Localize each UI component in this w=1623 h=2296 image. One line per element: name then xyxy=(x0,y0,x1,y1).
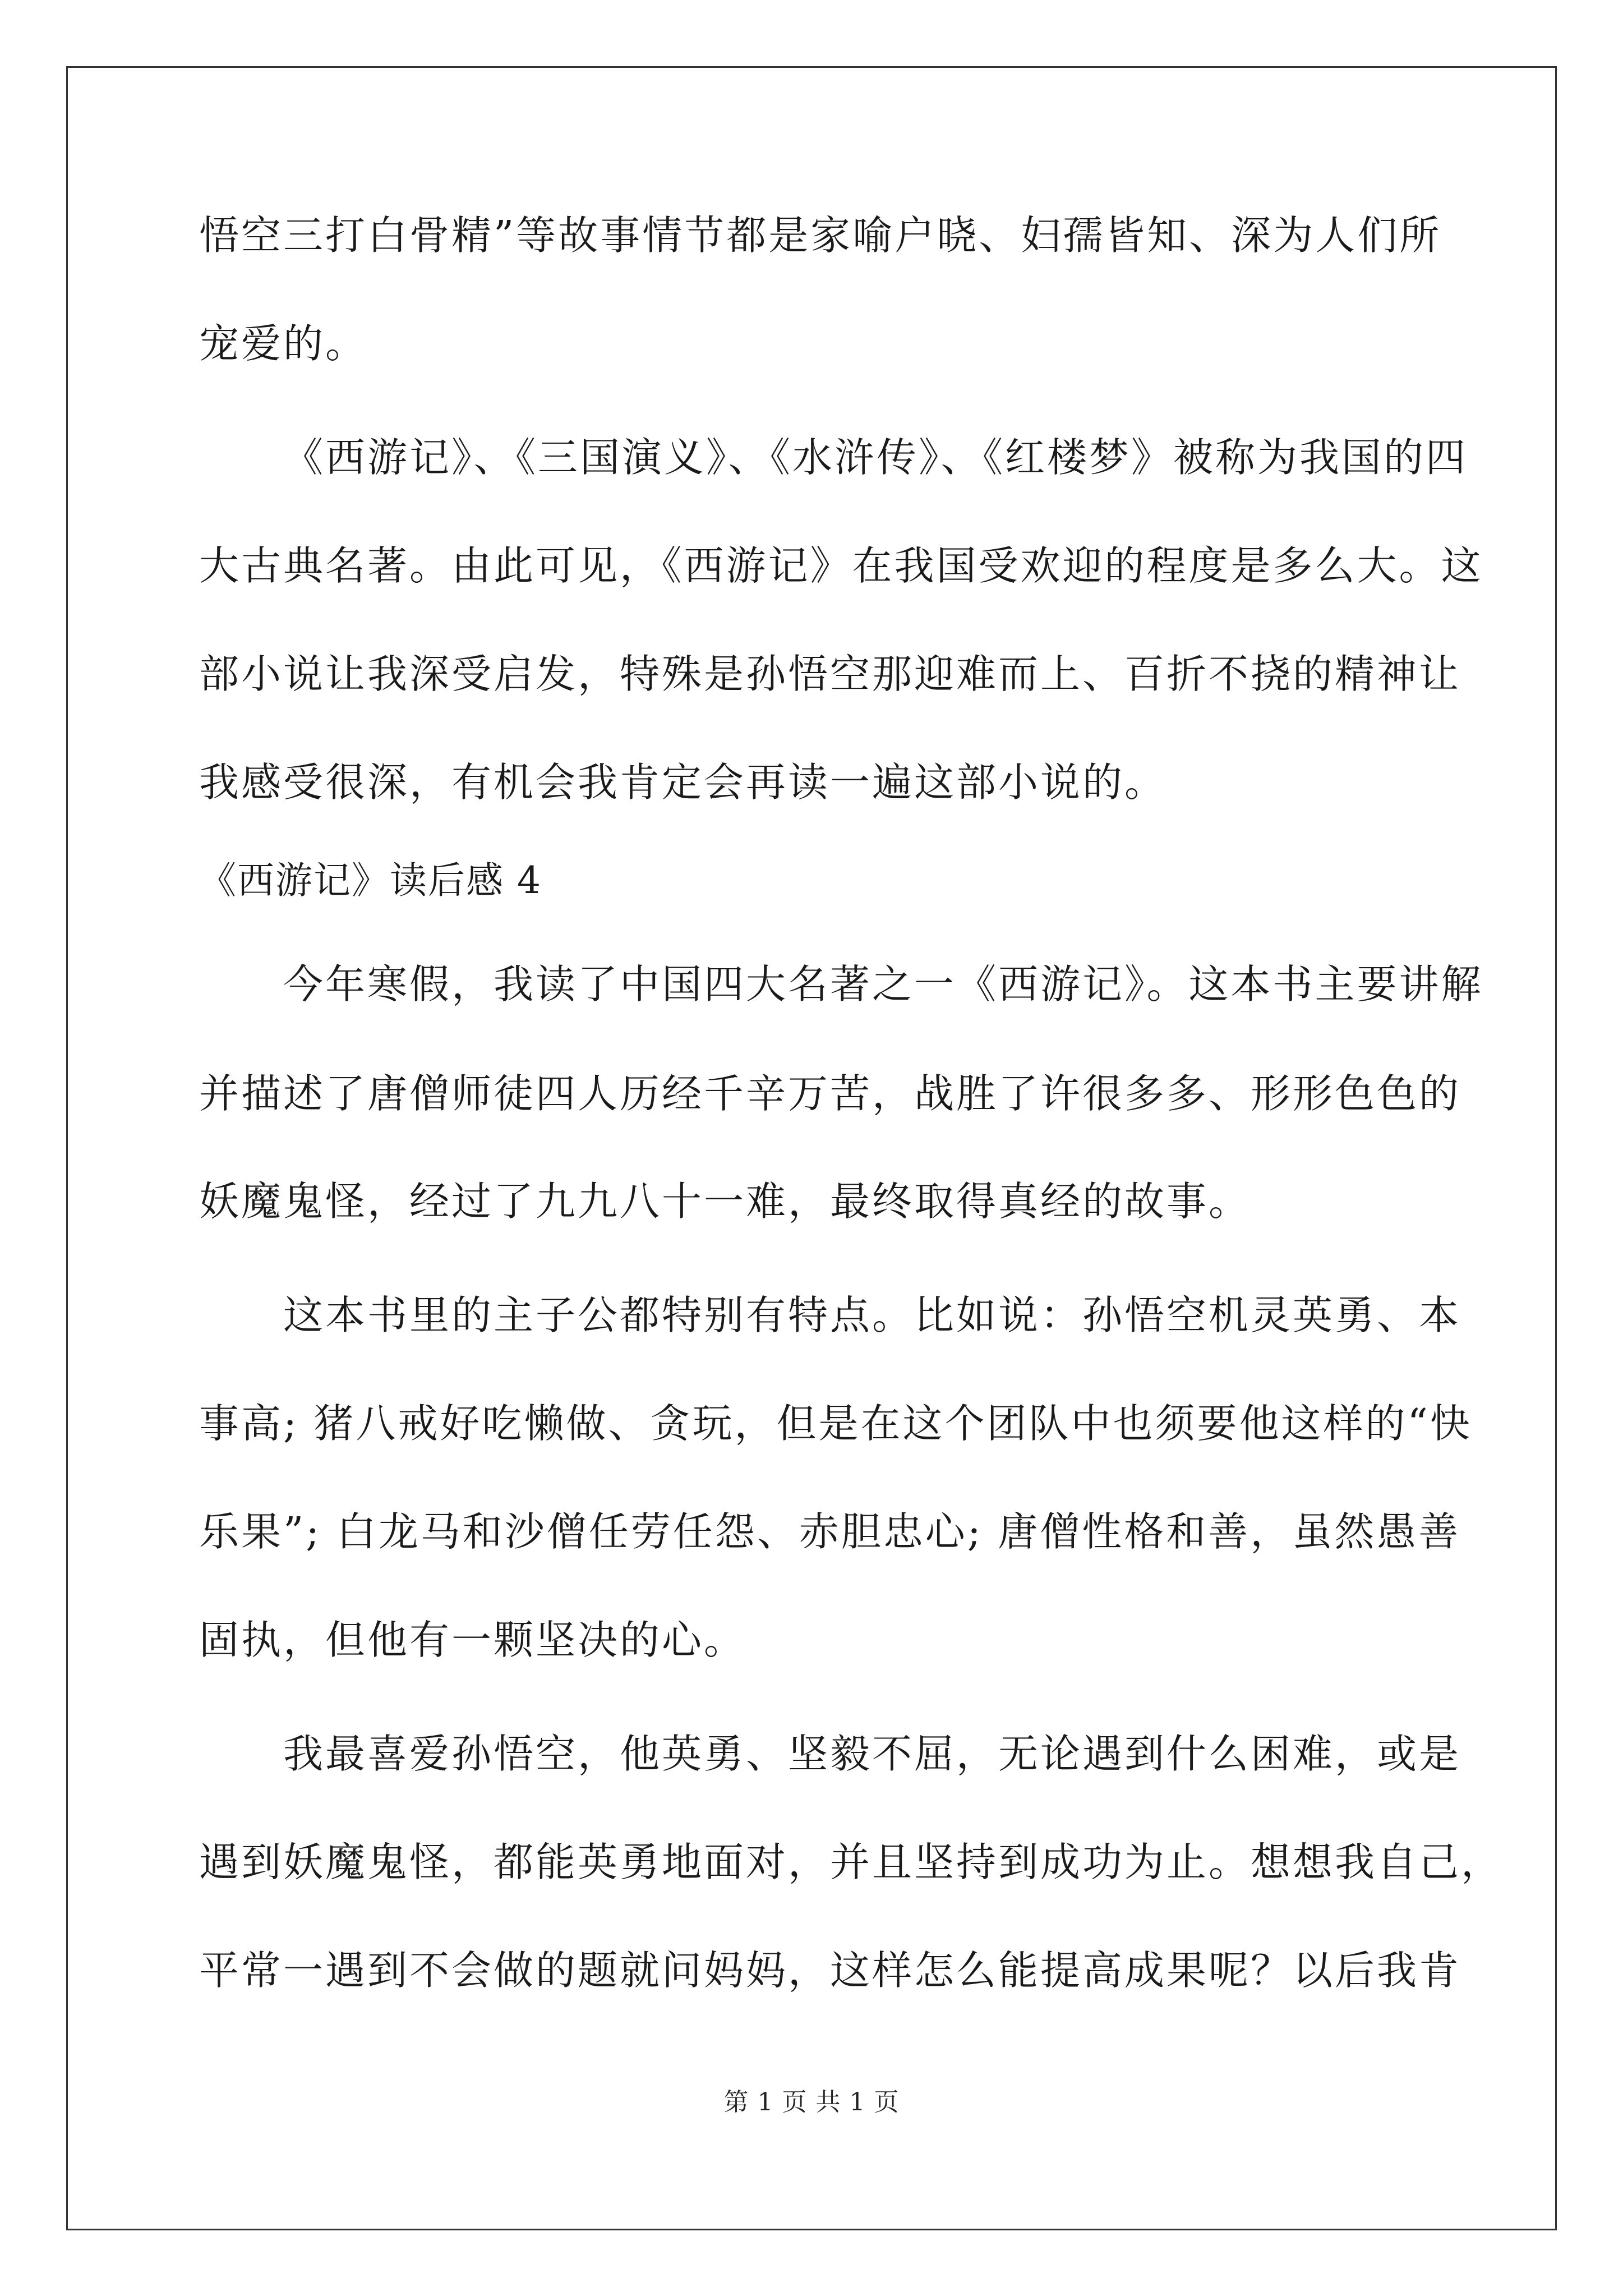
paragraph-line: 《西游记》、《三国演义》、《水浒传》、《红楼梦》被称为我国的四 xyxy=(283,434,1468,481)
section-heading: 《西游记》读后感 4 xyxy=(199,859,542,902)
paragraph-line: 平常一遇到不会做的题就问妈妈，这样怎么能提高成果呢？以后我肯 xyxy=(199,1947,1461,1994)
paragraph-line: 这本书里的主子公都特别有特点。比如说：孙悟空机灵英勇、本 xyxy=(283,1292,1461,1338)
paragraph-line: 我感受很深，有机会我肯定会再读一遍这部小说的。 xyxy=(199,759,1167,806)
paragraph-line: 妖魔鬼怪，经过了九九八十一难，最终取得真经的故事。 xyxy=(199,1178,1251,1225)
paragraph-line: 乐果”; 白龙马和沙僧任劳任怨、赤胆忠心; 唐僧性格和善，虽然愚善 xyxy=(199,1508,1461,1555)
paragraph-line: 今年寒假，我读了中国四大名著之一《西游记》。这本书主要讲解 xyxy=(283,961,1483,1007)
paragraph-line: 悟空三打白骨精”等故事情节都是家喻户晓、妇孺皆知、深为人们所 xyxy=(199,212,1442,259)
page-border xyxy=(66,66,1557,2230)
paragraph-line: 固执，但他有一颗坚决的心。 xyxy=(199,1617,746,1663)
paragraph-line: 部小说让我深受启发，特殊是孙悟空那迎难而上、百折不挠的精神让 xyxy=(199,651,1461,697)
page-footer: 第 1 页 共 1 页 xyxy=(723,2088,900,2116)
paragraph-line: 事高; 猪八戒好吃懒做、贪玩，但是在这个团队中也须要他这样的“快 xyxy=(199,1400,1472,1447)
paragraph-line: 我最喜爱孙悟空，他英勇、坚毅不屈，无论遇到什么困难，或是 xyxy=(283,1731,1461,1777)
paragraph-line: 宠爱的。 xyxy=(199,320,368,367)
paragraph-line: 大古典名著。由此可见，《西游记》在我国受欢迎的程度是多么大。这 xyxy=(199,542,1483,589)
paragraph-line: 并描述了唐僧师徒四人历经千辛万苦，战胜了许很多多、形形色色的 xyxy=(199,1070,1461,1117)
paragraph-line: 遇到妖魔鬼怪，都能英勇地面对，并且坚持到成功为止。想想我自己， xyxy=(199,1839,1504,1885)
